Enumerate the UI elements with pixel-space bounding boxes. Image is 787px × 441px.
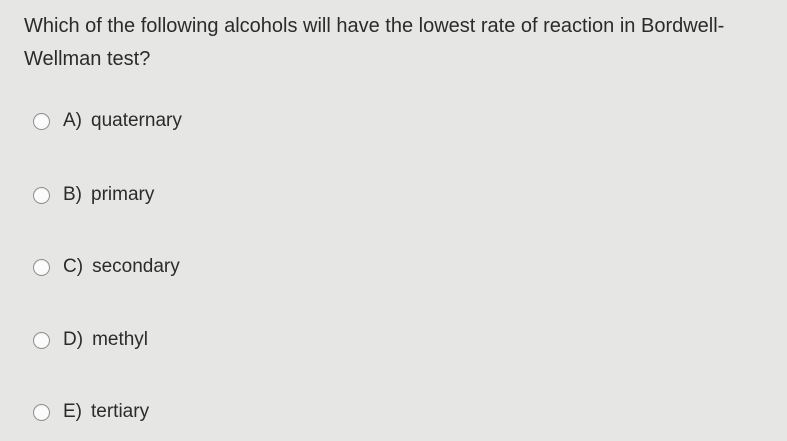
option-label: quaternary [91,110,182,131]
radio-button-icon[interactable] [33,332,50,349]
option-letter: B) [63,184,82,205]
option-label: primary [91,184,155,205]
option-d[interactable] [33,325,148,355]
option-c[interactable] [33,252,180,282]
option-b[interactable] [33,180,154,210]
option-letter: D) [63,329,84,350]
option-e[interactable] [33,397,149,427]
option-letter: C) [63,256,84,277]
option-letter: A) [63,110,82,131]
option-label: secondary [92,256,180,277]
radio-button-icon[interactable] [33,404,50,421]
radio-button-icon[interactable] [33,187,50,204]
option-letter: E) [63,401,82,422]
option-a[interactable] [33,106,182,136]
option-label: methyl [92,329,149,350]
option-label: tertiary [91,401,150,422]
radio-button-icon[interactable] [33,113,50,130]
radio-button-icon[interactable] [33,259,50,276]
question-text: Which of the following alcohols will have the lowest rate of reaction in Bordwell-Wellman test? [24,15,725,70]
